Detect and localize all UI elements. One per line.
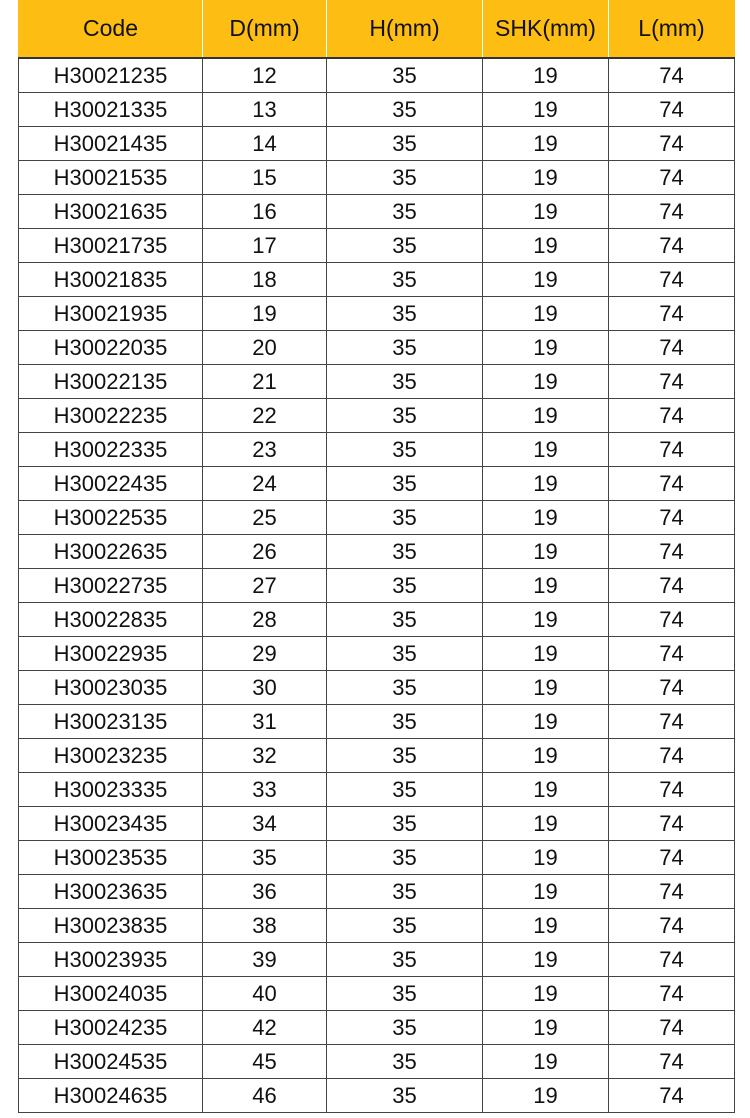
cell-length: 74 (609, 1079, 735, 1113)
cell-diameter: 24 (203, 467, 327, 501)
cell-code: H30022835 (19, 603, 203, 637)
table-row (19, 127, 735, 161)
cell-height: 35 (327, 807, 483, 841)
cell-height: 35 (327, 229, 483, 263)
cell-code: H30022135 (19, 365, 203, 399)
table-row (19, 433, 735, 467)
cell-shank: 19 (483, 603, 609, 637)
cell-code: H30021535 (19, 161, 203, 195)
cell-diameter: 20 (203, 331, 327, 365)
cell-height: 35 (327, 365, 483, 399)
cell-shank: 19 (483, 773, 609, 807)
cell-height: 35 (327, 875, 483, 909)
spec-table (18, 0, 735, 1113)
cell-length: 74 (609, 263, 735, 297)
cell-diameter: 40 (203, 977, 327, 1011)
table-row (19, 909, 735, 943)
table-row (19, 807, 735, 841)
cell-height: 35 (327, 263, 483, 297)
cell-shank: 19 (483, 671, 609, 705)
cell-shank: 19 (483, 909, 609, 943)
cell-height: 35 (327, 399, 483, 433)
table-row (19, 161, 735, 195)
table-row (19, 739, 735, 773)
cell-diameter: 17 (203, 229, 327, 263)
cell-code: H30021835 (19, 263, 203, 297)
cell-length: 74 (609, 773, 735, 807)
table-row (19, 943, 735, 977)
cell-code: H30022335 (19, 433, 203, 467)
cell-shank: 19 (483, 399, 609, 433)
cell-diameter: 31 (203, 705, 327, 739)
cell-shank: 19 (483, 297, 609, 331)
cell-height: 35 (327, 161, 483, 195)
table-row (19, 58, 735, 93)
header-shank: SHK(mm) (483, 0, 609, 58)
cell-height: 35 (327, 297, 483, 331)
cell-code: H30021735 (19, 229, 203, 263)
cell-diameter: 28 (203, 603, 327, 637)
cell-diameter: 15 (203, 161, 327, 195)
cell-diameter: 39 (203, 943, 327, 977)
cell-code: H30023135 (19, 705, 203, 739)
cell-diameter: 33 (203, 773, 327, 807)
cell-height: 35 (327, 1079, 483, 1113)
cell-code: H30022735 (19, 569, 203, 603)
cell-height: 35 (327, 467, 483, 501)
cell-length: 74 (609, 331, 735, 365)
cell-height: 35 (327, 841, 483, 875)
cell-length: 74 (609, 93, 735, 127)
cell-code: H30023535 (19, 841, 203, 875)
cell-code: H30023235 (19, 739, 203, 773)
cell-length: 74 (609, 1011, 735, 1045)
cell-diameter: 13 (203, 93, 327, 127)
cell-length: 74 (609, 807, 735, 841)
table-row (19, 1045, 735, 1079)
cell-shank: 19 (483, 637, 609, 671)
cell-diameter: 19 (203, 297, 327, 331)
cell-code: H30022635 (19, 535, 203, 569)
cell-shank: 19 (483, 501, 609, 535)
table-row (19, 229, 735, 263)
cell-length: 74 (609, 399, 735, 433)
cell-code: H30024235 (19, 1011, 203, 1045)
cell-height: 35 (327, 127, 483, 161)
cell-length: 74 (609, 1045, 735, 1079)
cell-height: 35 (327, 1011, 483, 1045)
cell-length: 74 (609, 365, 735, 399)
cell-diameter: 25 (203, 501, 327, 535)
table-row (19, 535, 735, 569)
cell-length: 74 (609, 501, 735, 535)
cell-height: 35 (327, 58, 483, 93)
cell-diameter: 26 (203, 535, 327, 569)
table-row (19, 977, 735, 1011)
table-row (19, 331, 735, 365)
cell-shank: 19 (483, 1045, 609, 1079)
cell-diameter: 14 (203, 127, 327, 161)
cell-shank: 19 (483, 739, 609, 773)
table-row (19, 399, 735, 433)
header-length: L(mm) (609, 0, 735, 58)
table-row (19, 603, 735, 637)
cell-height: 35 (327, 535, 483, 569)
cell-length: 74 (609, 603, 735, 637)
cell-shank: 19 (483, 161, 609, 195)
cell-height: 35 (327, 195, 483, 229)
cell-length: 74 (609, 671, 735, 705)
table-row (19, 841, 735, 875)
cell-shank: 19 (483, 467, 609, 501)
cell-shank: 19 (483, 705, 609, 739)
cell-shank: 19 (483, 58, 609, 93)
table-row (19, 93, 735, 127)
cell-height: 35 (327, 603, 483, 637)
spec-table-container (18, 0, 734, 1113)
table-row (19, 875, 735, 909)
cell-code: H30022235 (19, 399, 203, 433)
cell-shank: 19 (483, 331, 609, 365)
header-code: Code (19, 0, 203, 58)
cell-code: H30023835 (19, 909, 203, 943)
cell-length: 74 (609, 909, 735, 943)
cell-diameter: 36 (203, 875, 327, 909)
cell-shank: 19 (483, 229, 609, 263)
table-row (19, 705, 735, 739)
cell-code: H30021435 (19, 127, 203, 161)
cell-shank: 19 (483, 977, 609, 1011)
cell-diameter: 46 (203, 1079, 327, 1113)
cell-height: 35 (327, 569, 483, 603)
header-row (19, 0, 735, 58)
cell-length: 74 (609, 297, 735, 331)
cell-code: H30021335 (19, 93, 203, 127)
cell-code: H30021935 (19, 297, 203, 331)
table-row (19, 1079, 735, 1113)
cell-diameter: 35 (203, 841, 327, 875)
cell-diameter: 42 (203, 1011, 327, 1045)
table-row (19, 365, 735, 399)
cell-shank: 19 (483, 433, 609, 467)
cell-diameter: 30 (203, 671, 327, 705)
cell-height: 35 (327, 1045, 483, 1079)
cell-shank: 19 (483, 841, 609, 875)
cell-length: 74 (609, 229, 735, 263)
cell-shank: 19 (483, 943, 609, 977)
cell-height: 35 (327, 773, 483, 807)
cell-length: 74 (609, 58, 735, 93)
cell-height: 35 (327, 433, 483, 467)
cell-length: 74 (609, 195, 735, 229)
cell-length: 74 (609, 535, 735, 569)
table-body (19, 58, 735, 1113)
cell-length: 74 (609, 569, 735, 603)
cell-length: 74 (609, 977, 735, 1011)
cell-shank: 19 (483, 807, 609, 841)
cell-shank: 19 (483, 195, 609, 229)
cell-diameter: 22 (203, 399, 327, 433)
cell-shank: 19 (483, 93, 609, 127)
cell-height: 35 (327, 705, 483, 739)
cell-shank: 19 (483, 127, 609, 161)
cell-height: 35 (327, 637, 483, 671)
table-row (19, 637, 735, 671)
table-row (19, 501, 735, 535)
cell-diameter: 29 (203, 637, 327, 671)
table-row (19, 297, 735, 331)
cell-length: 74 (609, 841, 735, 875)
cell-code: H30021635 (19, 195, 203, 229)
cell-length: 74 (609, 739, 735, 773)
header-height: H(mm) (327, 0, 483, 58)
table-row (19, 569, 735, 603)
cell-height: 35 (327, 671, 483, 705)
cell-code: H30021235 (19, 58, 203, 93)
cell-code: H30023435 (19, 807, 203, 841)
cell-length: 74 (609, 433, 735, 467)
cell-code: H30022435 (19, 467, 203, 501)
cell-diameter: 23 (203, 433, 327, 467)
cell-length: 74 (609, 637, 735, 671)
cell-height: 35 (327, 943, 483, 977)
cell-diameter: 34 (203, 807, 327, 841)
header-diameter: D(mm) (203, 0, 327, 58)
cell-code: H30023335 (19, 773, 203, 807)
cell-diameter: 32 (203, 739, 327, 773)
cell-length: 74 (609, 467, 735, 501)
cell-height: 35 (327, 909, 483, 943)
cell-shank: 19 (483, 875, 609, 909)
cell-shank: 19 (483, 1011, 609, 1045)
cell-diameter: 16 (203, 195, 327, 229)
cell-diameter: 27 (203, 569, 327, 603)
cell-diameter: 18 (203, 263, 327, 297)
cell-length: 74 (609, 943, 735, 977)
cell-code: H30024035 (19, 977, 203, 1011)
cell-code: H30023635 (19, 875, 203, 909)
cell-code: H30022935 (19, 637, 203, 671)
cell-diameter: 12 (203, 58, 327, 93)
cell-code: H30024635 (19, 1079, 203, 1113)
table-row (19, 1011, 735, 1045)
cell-code: H30024535 (19, 1045, 203, 1079)
table-row (19, 195, 735, 229)
cell-shank: 19 (483, 263, 609, 297)
cell-diameter: 45 (203, 1045, 327, 1079)
cell-height: 35 (327, 331, 483, 365)
cell-height: 35 (327, 93, 483, 127)
cell-diameter: 38 (203, 909, 327, 943)
cell-length: 74 (609, 875, 735, 909)
cell-length: 74 (609, 127, 735, 161)
cell-shank: 19 (483, 569, 609, 603)
table-row (19, 263, 735, 297)
cell-code: H30023935 (19, 943, 203, 977)
cell-shank: 19 (483, 1079, 609, 1113)
cell-code: H30022535 (19, 501, 203, 535)
cell-length: 74 (609, 705, 735, 739)
cell-diameter: 21 (203, 365, 327, 399)
cell-length: 74 (609, 161, 735, 195)
cell-code: H30023035 (19, 671, 203, 705)
cell-height: 35 (327, 501, 483, 535)
table-row (19, 467, 735, 501)
table-row (19, 773, 735, 807)
cell-shank: 19 (483, 535, 609, 569)
cell-height: 35 (327, 977, 483, 1011)
cell-shank: 19 (483, 365, 609, 399)
cell-code: H30022035 (19, 331, 203, 365)
cell-height: 35 (327, 739, 483, 773)
table-row (19, 671, 735, 705)
